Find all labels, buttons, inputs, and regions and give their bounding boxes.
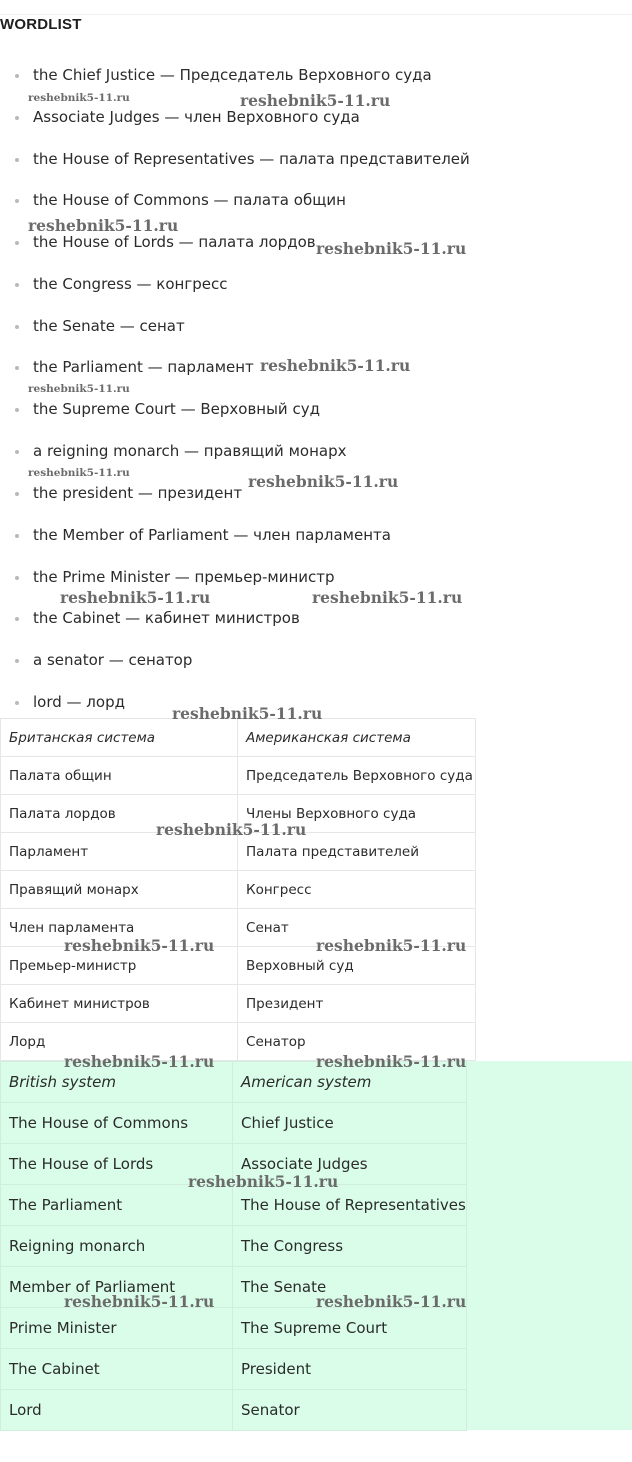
table-row	[1, 1390, 467, 1431]
wordlist-item	[33, 65, 432, 85]
wordlist-item	[33, 525, 391, 545]
bullet-icon	[15, 492, 19, 496]
wordlist-item	[33, 441, 346, 461]
bullet-icon	[15, 617, 19, 621]
table-header-cell: British system	[1, 1062, 233, 1103]
wordlist-item	[33, 608, 300, 628]
wordlist-item	[33, 107, 360, 127]
wordlist-item	[33, 650, 192, 670]
russian-comparison-table	[0, 718, 476, 1061]
bullet-icon	[15, 199, 19, 203]
wordlist-item-text: Associate Judges — член Верховного суда	[33, 108, 360, 126]
table-cell: Associate Judges	[233, 1144, 467, 1185]
watermark: reshebnik5-11.ru	[316, 936, 467, 955]
table-cell: Кабинет министров	[1, 985, 238, 1023]
wordlist-item	[33, 483, 242, 503]
table-row	[1, 871, 476, 909]
watermark: reshebnik5-11.ru	[64, 1292, 215, 1311]
table-cell: Палата представителей	[238, 833, 476, 871]
table-cell: Сенат	[238, 909, 476, 947]
table-cell: Chief Justice	[233, 1103, 467, 1144]
table-cell: Сенатор	[238, 1023, 476, 1061]
green-background-extension	[467, 1061, 632, 1430]
table-header-cell: Британская система	[1, 719, 238, 757]
table-row	[1, 1308, 467, 1349]
watermark: reshebnik5-11.ru	[316, 239, 467, 258]
table-cell: Парламент	[1, 833, 238, 871]
wordlist-item-text: the Cabinet — кабинет министров	[33, 609, 300, 627]
table-cell: Президент	[238, 985, 476, 1023]
table-cell: The House of Commons	[1, 1103, 233, 1144]
watermark: reshebnik5-11.ru	[64, 936, 215, 955]
bullet-icon	[15, 659, 19, 663]
watermark: reshebnik5-11.ru	[28, 383, 130, 395]
wordlist-item-text: the Congress — конгресс	[33, 275, 228, 293]
bullet-icon	[15, 450, 19, 454]
table-cell: Senator	[233, 1390, 467, 1431]
watermark: reshebnik5-11.ru	[28, 216, 179, 235]
english-comparison-table	[0, 1061, 467, 1431]
table-row	[1, 1226, 467, 1267]
table-cell: Lord	[1, 1390, 233, 1431]
bullet-icon	[15, 116, 19, 120]
table-cell: The Parliament	[1, 1185, 233, 1226]
wordlist-item	[33, 357, 254, 377]
table-row	[1, 985, 476, 1023]
table-row	[1, 1103, 467, 1144]
watermark: reshebnik5-11.ru	[64, 1052, 215, 1071]
wordlist-item	[33, 149, 470, 169]
watermark: reshebnik5-11.ru	[28, 92, 130, 104]
wordlist-item-text: the Parliament — парламент	[33, 358, 254, 376]
table-header-row	[1, 719, 476, 757]
wordlist-item-text: a reigning monarch — правящий монарх	[33, 442, 347, 460]
bullet-icon	[15, 283, 19, 287]
wordlist-item-text: the Chief Justice — Председатель Верховного суда	[33, 66, 432, 84]
bullet-icon	[15, 576, 19, 580]
wordlist-item-text: the Prime Minister — премьер-министр	[33, 568, 335, 586]
section-heading: WORDLIST	[0, 16, 82, 33]
table-cell: The Senate	[233, 1267, 467, 1308]
bullet-icon	[15, 158, 19, 162]
watermark: reshebnik5-11.ru	[28, 467, 130, 479]
table-cell: Премьер-министр	[1, 947, 238, 985]
top-divider	[0, 14, 632, 15]
table-cell: Председатель Верховного суда	[238, 757, 476, 795]
watermark: reshebnik5-11.ru	[172, 704, 323, 723]
table-cell: Члены Верховного суда	[238, 795, 476, 833]
table-header-cell: Американская система	[238, 719, 476, 757]
watermark: reshebnik5-11.ru	[60, 588, 211, 607]
table-cell: Reigning monarch	[1, 1226, 233, 1267]
table-header-cell: American system	[233, 1062, 467, 1103]
bullet-icon	[15, 534, 19, 538]
table-cell: The Supreme Court	[233, 1308, 467, 1349]
table-cell: The House of Lords	[1, 1144, 233, 1185]
watermark: reshebnik5-11.ru	[248, 472, 399, 491]
watermark: reshebnik5-11.ru	[188, 1172, 339, 1191]
table-cell: President	[233, 1349, 467, 1390]
wordlist-item-text: the president — президент	[33, 484, 243, 502]
table-cell: Member of Parliament	[1, 1267, 233, 1308]
wordlist-item	[33, 692, 125, 712]
wordlist-item	[33, 316, 185, 336]
wordlist-item	[33, 232, 316, 252]
watermark: reshebnik5-11.ru	[312, 588, 463, 607]
watermark: reshebnik5-11.ru	[260, 356, 411, 375]
table-cell: Правящий монарх	[1, 871, 238, 909]
table-cell: Конгресс	[238, 871, 476, 909]
bullet-icon	[15, 74, 19, 78]
watermark: reshebnik5-11.ru	[316, 1292, 467, 1311]
table-cell: Prime Minister	[1, 1308, 233, 1349]
table-cell: Член парламента	[1, 909, 238, 947]
bullet-icon	[15, 408, 19, 412]
wordlist-item-text: the House of Lords — палата лордов	[33, 233, 316, 251]
wordlist-item-text: the Supreme Court — Верховный суд	[33, 400, 320, 418]
table-row	[1, 757, 476, 795]
watermark: reshebnik5-11.ru	[316, 1052, 467, 1071]
watermark: reshebnik5-11.ru	[240, 91, 391, 110]
wordlist-item	[33, 274, 227, 294]
bullet-icon	[15, 241, 19, 245]
bullet-icon	[15, 325, 19, 329]
table-cell: Лорд	[1, 1023, 238, 1061]
wordlist-item	[33, 399, 320, 419]
wordlist-item-text: the House of Representatives — палата представителей	[33, 150, 470, 168]
wordlist-item	[33, 567, 335, 587]
wordlist-item-text: the Senate — сенат	[33, 317, 185, 335]
table-cell: The Congress	[233, 1226, 467, 1267]
table-cell: Палата общин	[1, 757, 238, 795]
table-cell: The House of Representatives	[233, 1185, 467, 1226]
table-cell: Верховный суд	[238, 947, 476, 985]
watermark: reshebnik5-11.ru	[156, 820, 307, 839]
table-cell: Палата лордов	[1, 795, 238, 833]
wordlist-item	[33, 190, 346, 210]
bullet-icon	[15, 701, 19, 705]
table-cell: The Cabinet	[1, 1349, 233, 1390]
wordlist-item-text: the Member of Parliament — член парламента	[33, 526, 391, 544]
bullet-icon	[15, 366, 19, 370]
wordlist-item-text: a senator — сенатор	[33, 651, 193, 669]
wordlist-item-text: lord — лорд	[33, 693, 125, 711]
table-row	[1, 1349, 467, 1390]
wordlist-item-text: the House of Commons — палата общин	[33, 191, 346, 209]
